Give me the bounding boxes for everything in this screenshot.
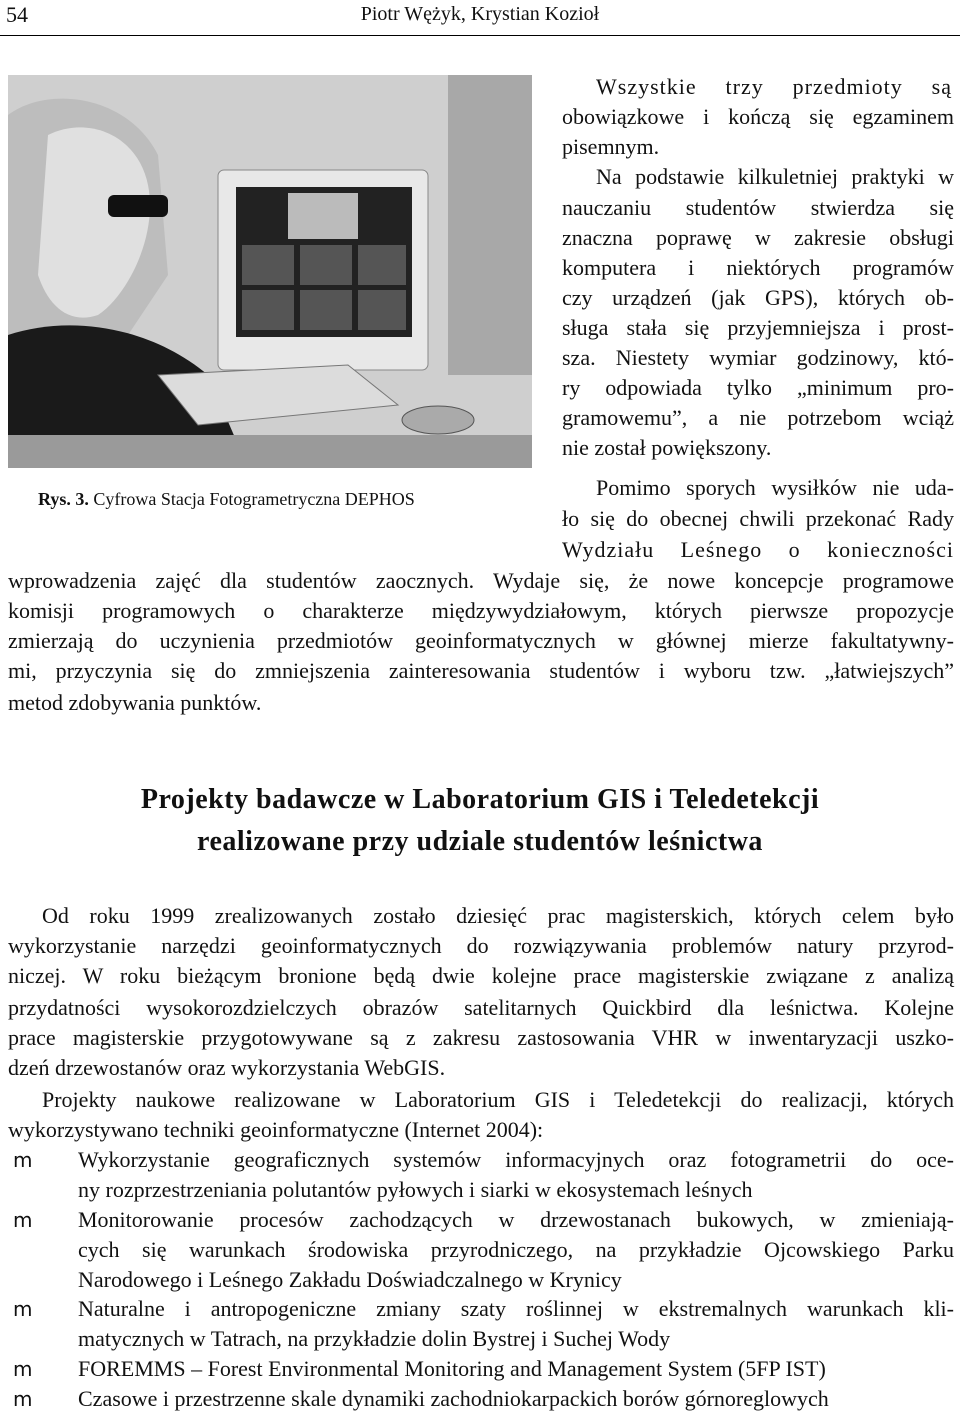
text-line: Na podstawie kilkuletniej praktyki w [596,164,954,189]
text-line: sługa stała się przyjemniejsza i prost- [562,315,954,340]
bullet-line: Wykorzystanie geograficznych systemów informacyjnych oraz fotogrametrii do oce- [78,1147,954,1172]
text-line: wprowadzenia zajęć dla studentów zaocznych. Wydaje się, że nowe koncepcje programowe [8,568,954,593]
bullet-line: ny rozprzestrzeniania polutantów pyłowych i siarki w ekosystemach leśnych [78,1177,753,1202]
text-line: nauczaniu studentów stwierdza się [562,195,954,220]
bullet-line: Naturalne i antropogeniczne zmiany szaty roślinnej w ekstremalnych warunkach kli- [78,1296,954,1321]
text-line: Projekty naukowe realizowane w Laboratorium GIS i Teledetekcji do realizacji, których [42,1087,954,1112]
running-head: Piotr Wężyk, Krystian Kozioł [360,3,600,25]
text-line: niczej. W roku bieżącym bronione będą dwie kolejne prace magisterskie związane z analizą [8,963,954,988]
text-line: znaczna poprawę w zakresie obsługi [562,225,954,250]
bullet-marker: m [13,1148,33,1172]
bullet-marker: m [13,1208,33,1232]
text-line: wykorzystanie narzędzi geoinformatycznych do rozwiązywania problemów natury przyrod- [8,933,954,958]
text-line: Pomimo sporych wysiłków nie uda- [596,475,954,500]
text-line: Od roku 1999 zrealizowanych zostało dziesięć prac magisterskich, których celem było [42,903,954,928]
bullet-line: cych się warunkach środowiska przyrodniczego, na przykładzie Ojcowskiego Parku [78,1237,954,1262]
text-line: komisji programowych o charakterze międzywydziałowym, których pierwsze propozycje [8,598,954,623]
text-line: przydatności wysokorozdzielczych obrazów satelitarnych Quickbird dla leśnictwa. Kolejne [8,995,954,1020]
bullet-line: matycznych w Tatrach, na przykładzie dolin Bystrej i Suchej Wody [78,1326,671,1351]
caption-text: Cyfrowa Stacja Fotogrametryczna DEPHOS [93,489,415,509]
text-line: Wszystkie trzy przedmioty są [596,74,952,99]
text-line: pisemnym. [562,134,660,159]
text-line: prace magisterskie przygotowywane są z zakresu zastosowania VHR w inwentaryzacji uszko- [8,1025,954,1050]
bullet-marker: m [13,1357,33,1381]
text-line: metod zdobywania punktów. [8,690,262,715]
text-line: nie został powiększony. [562,435,772,460]
bullet-marker: m [13,1387,33,1411]
bullet-marker: m [13,1297,33,1321]
caption-label: Rys. 3. [38,489,89,509]
text-line: wykorzystywano techniki geoinformatyczne (Internet 2004): [8,1117,544,1142]
text-line: komputera i niektórych programów [562,255,954,280]
text-line: ło się do obecnej chwili przekonać Rady [562,506,954,531]
text-line: Wydziału Leśnego o konieczności [562,537,954,562]
text-line: mi, przyczynia się do zmniejszenia zainteresowania studentów i wyboru tzw. „łatwiejszych” [8,658,954,683]
text-line: zmierzają do uczynienia przedmiotów geoinformatycznych w głównej mierze fakultatywny- [8,628,954,653]
text-line: sza. Niestety wymiar godzinowy, któ- [562,345,954,370]
text-line: ry odpowiada tylko „minimum pro- [562,375,954,400]
page-number: 54 [6,2,28,27]
bullet-line: Czasowe i przestrzenne skale dynamiki zachodniokarpackich borów górnoreglowych [78,1386,829,1411]
text-line: czy urządzeń (jak GPS), których ob- [562,285,954,310]
bullet-line: Narodowego i Leśnego Zakładu Doświadczalnego w Krynicy [78,1267,622,1292]
text-line: dzeń drzewostanów oraz wykorzystania WebGIS. [8,1055,446,1080]
section-heading-line1: Projekty badawcze w Laboratorium GIS i Teledetekcji [140,784,820,815]
text-line: gramowemu”, a nie potrzebom wciąż [562,405,954,430]
section-heading-line2: realizowane przy udziale studentów leśnictwa [197,826,763,857]
text-line: obowiązkowe i kończą się egzaminem [562,104,954,129]
bullet-line: FOREMMS – Forest Environmental Monitoring and Management System (5FP IST) [78,1356,826,1381]
bullet-line: Monitorowanie procesów zachodzących w drzewostanach bukowych, w zmieniają- [78,1207,954,1232]
